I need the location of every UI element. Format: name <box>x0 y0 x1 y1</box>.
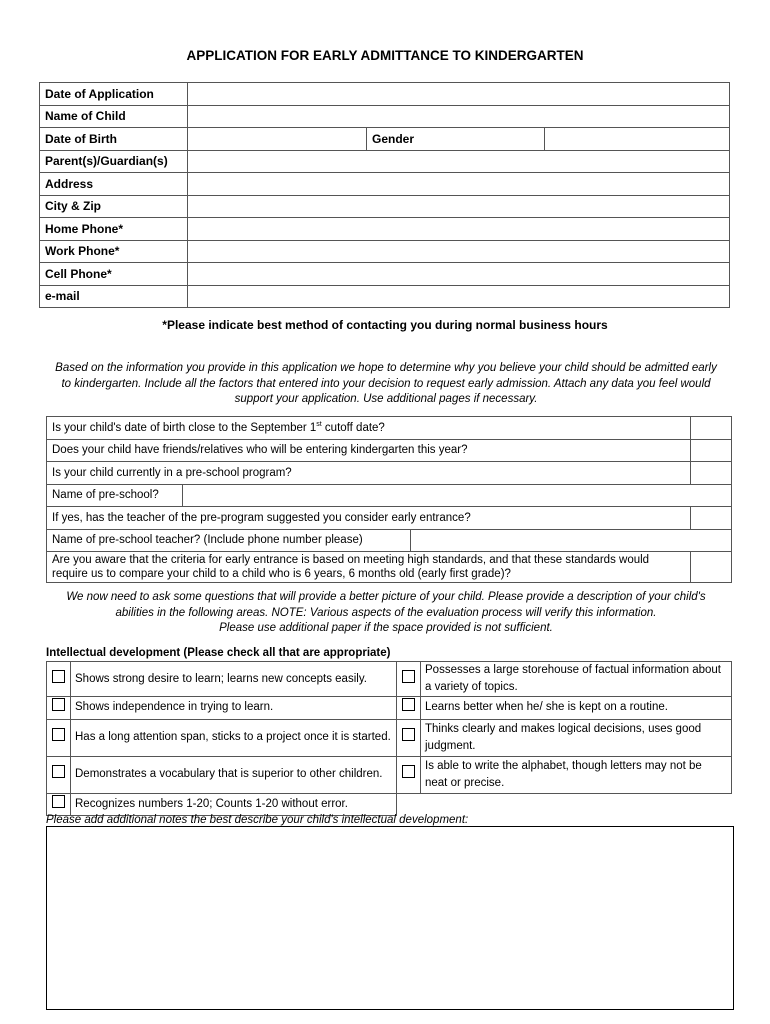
address-field[interactable] <box>188 173 730 196</box>
second-paragraph <box>50 590 722 637</box>
checkbox-cell[interactable] <box>397 756 421 793</box>
checkbox-cell[interactable] <box>47 662 71 697</box>
answer-friends[interactable] <box>691 439 732 462</box>
answer-preschool-name[interactable] <box>183 484 732 507</box>
question-criteria: Are you aware that the criteria for early entrance is based on meeting high standards, and that these standards would require us to compare your child to a child who is 6 years, 6 months old (early first grade)? <box>47 552 691 583</box>
question-preschool-name: Name of pre-school? <box>47 484 183 507</box>
intellectual-checklist <box>46 661 732 816</box>
checkbox-cell[interactable] <box>47 719 71 756</box>
notes-label: Please add additional notes the best describe your child's intellectual development: <box>46 814 469 826</box>
work-phone-label: Work Phone* <box>40 240 188 263</box>
question-teacher-suggested: If yes, has the teacher of the pre-program suggested you consider early entrance? <box>47 507 691 530</box>
checkbox-cell[interactable] <box>47 793 71 816</box>
second-paragraph-last: Please use additional paper if the space provided is not sufficient. <box>219 622 553 634</box>
city-zip-label: City & Zip <box>40 195 188 218</box>
checkbox-icon[interactable] <box>52 670 65 683</box>
checklist-item: Shows independence in trying to learn. <box>71 697 397 720</box>
date-of-birth-field[interactable] <box>188 128 367 151</box>
checkbox-icon[interactable] <box>402 765 415 778</box>
question-teacher-name: Name of pre-school teacher? (Include phone number please) <box>47 529 411 552</box>
answer-teacher-name[interactable] <box>411 529 732 552</box>
checkbox-icon[interactable] <box>402 670 415 683</box>
date-of-application-field[interactable] <box>188 83 730 106</box>
intellectual-heading: Intellectual development (Please check all that are appropriate) <box>46 647 391 659</box>
name-of-child-field[interactable] <box>188 105 730 128</box>
checklist-item: Demonstrates a vocabulary that is superior to other children. <box>71 756 397 793</box>
contact-note: *Please indicate best method of contacting you during normal business hours <box>162 318 608 332</box>
gender-field[interactable] <box>545 128 730 151</box>
work-phone-field[interactable] <box>188 240 730 263</box>
parents-field[interactable] <box>188 150 730 173</box>
checkbox-icon[interactable] <box>402 698 415 711</box>
answer-teacher-suggested[interactable] <box>691 507 732 530</box>
checkbox-cell[interactable] <box>47 697 71 720</box>
checkbox-icon[interactable] <box>52 765 65 778</box>
cell-phone-label: Cell Phone* <box>40 263 188 286</box>
checkbox-icon[interactable] <box>52 795 65 808</box>
question-birthdate: Is your child's date of birth close to the September 1st cutoff date? <box>47 417 691 440</box>
checkbox-cell[interactable] <box>47 756 71 793</box>
answer-criteria[interactable] <box>691 552 732 583</box>
checkbox-icon[interactable] <box>52 698 65 711</box>
date-of-birth-label: Date of Birth <box>40 128 188 151</box>
gender-label: Gender <box>367 128 545 151</box>
checklist-item: Shows strong desire to learn; learns new concepts easily. <box>71 662 397 697</box>
email-field[interactable] <box>188 285 730 308</box>
checkbox-cell[interactable] <box>397 719 421 756</box>
checklist-item: Is able to write the alphabet, though letters may not be neat or precise. <box>421 756 732 793</box>
applicant-info-table <box>39 82 730 308</box>
cell-phone-field[interactable] <box>188 263 730 286</box>
checkbox-cell[interactable] <box>397 697 421 720</box>
checklist-item: Recognizes numbers 1-20; Counts 1-20 without error. <box>71 793 397 816</box>
second-paragraph-main: We now need to ask some questions that will provide a better picture of your child. Please provide a description of your child's abilities in the following areas. NOTE: Various aspects of the evaluation process will verify this information. <box>66 591 706 619</box>
checklist-item: Has a long attention span, sticks to a project once it is started. <box>71 719 397 756</box>
checklist-item: Learns better when he/ she is kept on a routine. <box>421 697 732 720</box>
checkbox-cell[interactable] <box>397 662 421 697</box>
city-zip-field[interactable] <box>188 195 730 218</box>
checklist-item: Thinks clearly and makes logical decisions, uses good judgment. <box>421 719 732 756</box>
answer-preschool[interactable] <box>691 462 732 485</box>
intro-paragraph: Based on the information you provide in this application we hope to determine why you believe your child should be admitted early to kindergarten. Include all the factors that entered into your decision to request early admission. Attach any data you feel would support your application. Use additional pages if necessary. <box>55 362 717 405</box>
answer-birthdate[interactable] <box>691 417 732 440</box>
home-phone-label: Home Phone* <box>40 218 188 241</box>
notes-textarea[interactable] <box>46 826 734 1010</box>
checklist-item: Possesses a large storehouse of factual information about a variety of topics. <box>421 662 732 697</box>
question-friends: Does your child have friends/relatives who will be entering kindergarten this year? <box>47 439 691 462</box>
checkbox-icon[interactable] <box>402 728 415 741</box>
checkbox-icon[interactable] <box>52 728 65 741</box>
home-phone-field[interactable] <box>188 218 730 241</box>
address-label: Address <box>40 173 188 196</box>
question-preschool: Is your child currently in a pre-school program? <box>47 462 691 485</box>
name-of-child-label: Name of Child <box>40 105 188 128</box>
page-title: APPLICATION FOR EARLY ADMITTANCE TO KINDERGARTEN <box>186 48 584 63</box>
email-label: e-mail <box>40 285 188 308</box>
date-of-application-label: Date of Application <box>40 83 188 106</box>
parents-label: Parent(s)/Guardian(s) <box>40 150 188 173</box>
questions-table <box>46 416 732 583</box>
